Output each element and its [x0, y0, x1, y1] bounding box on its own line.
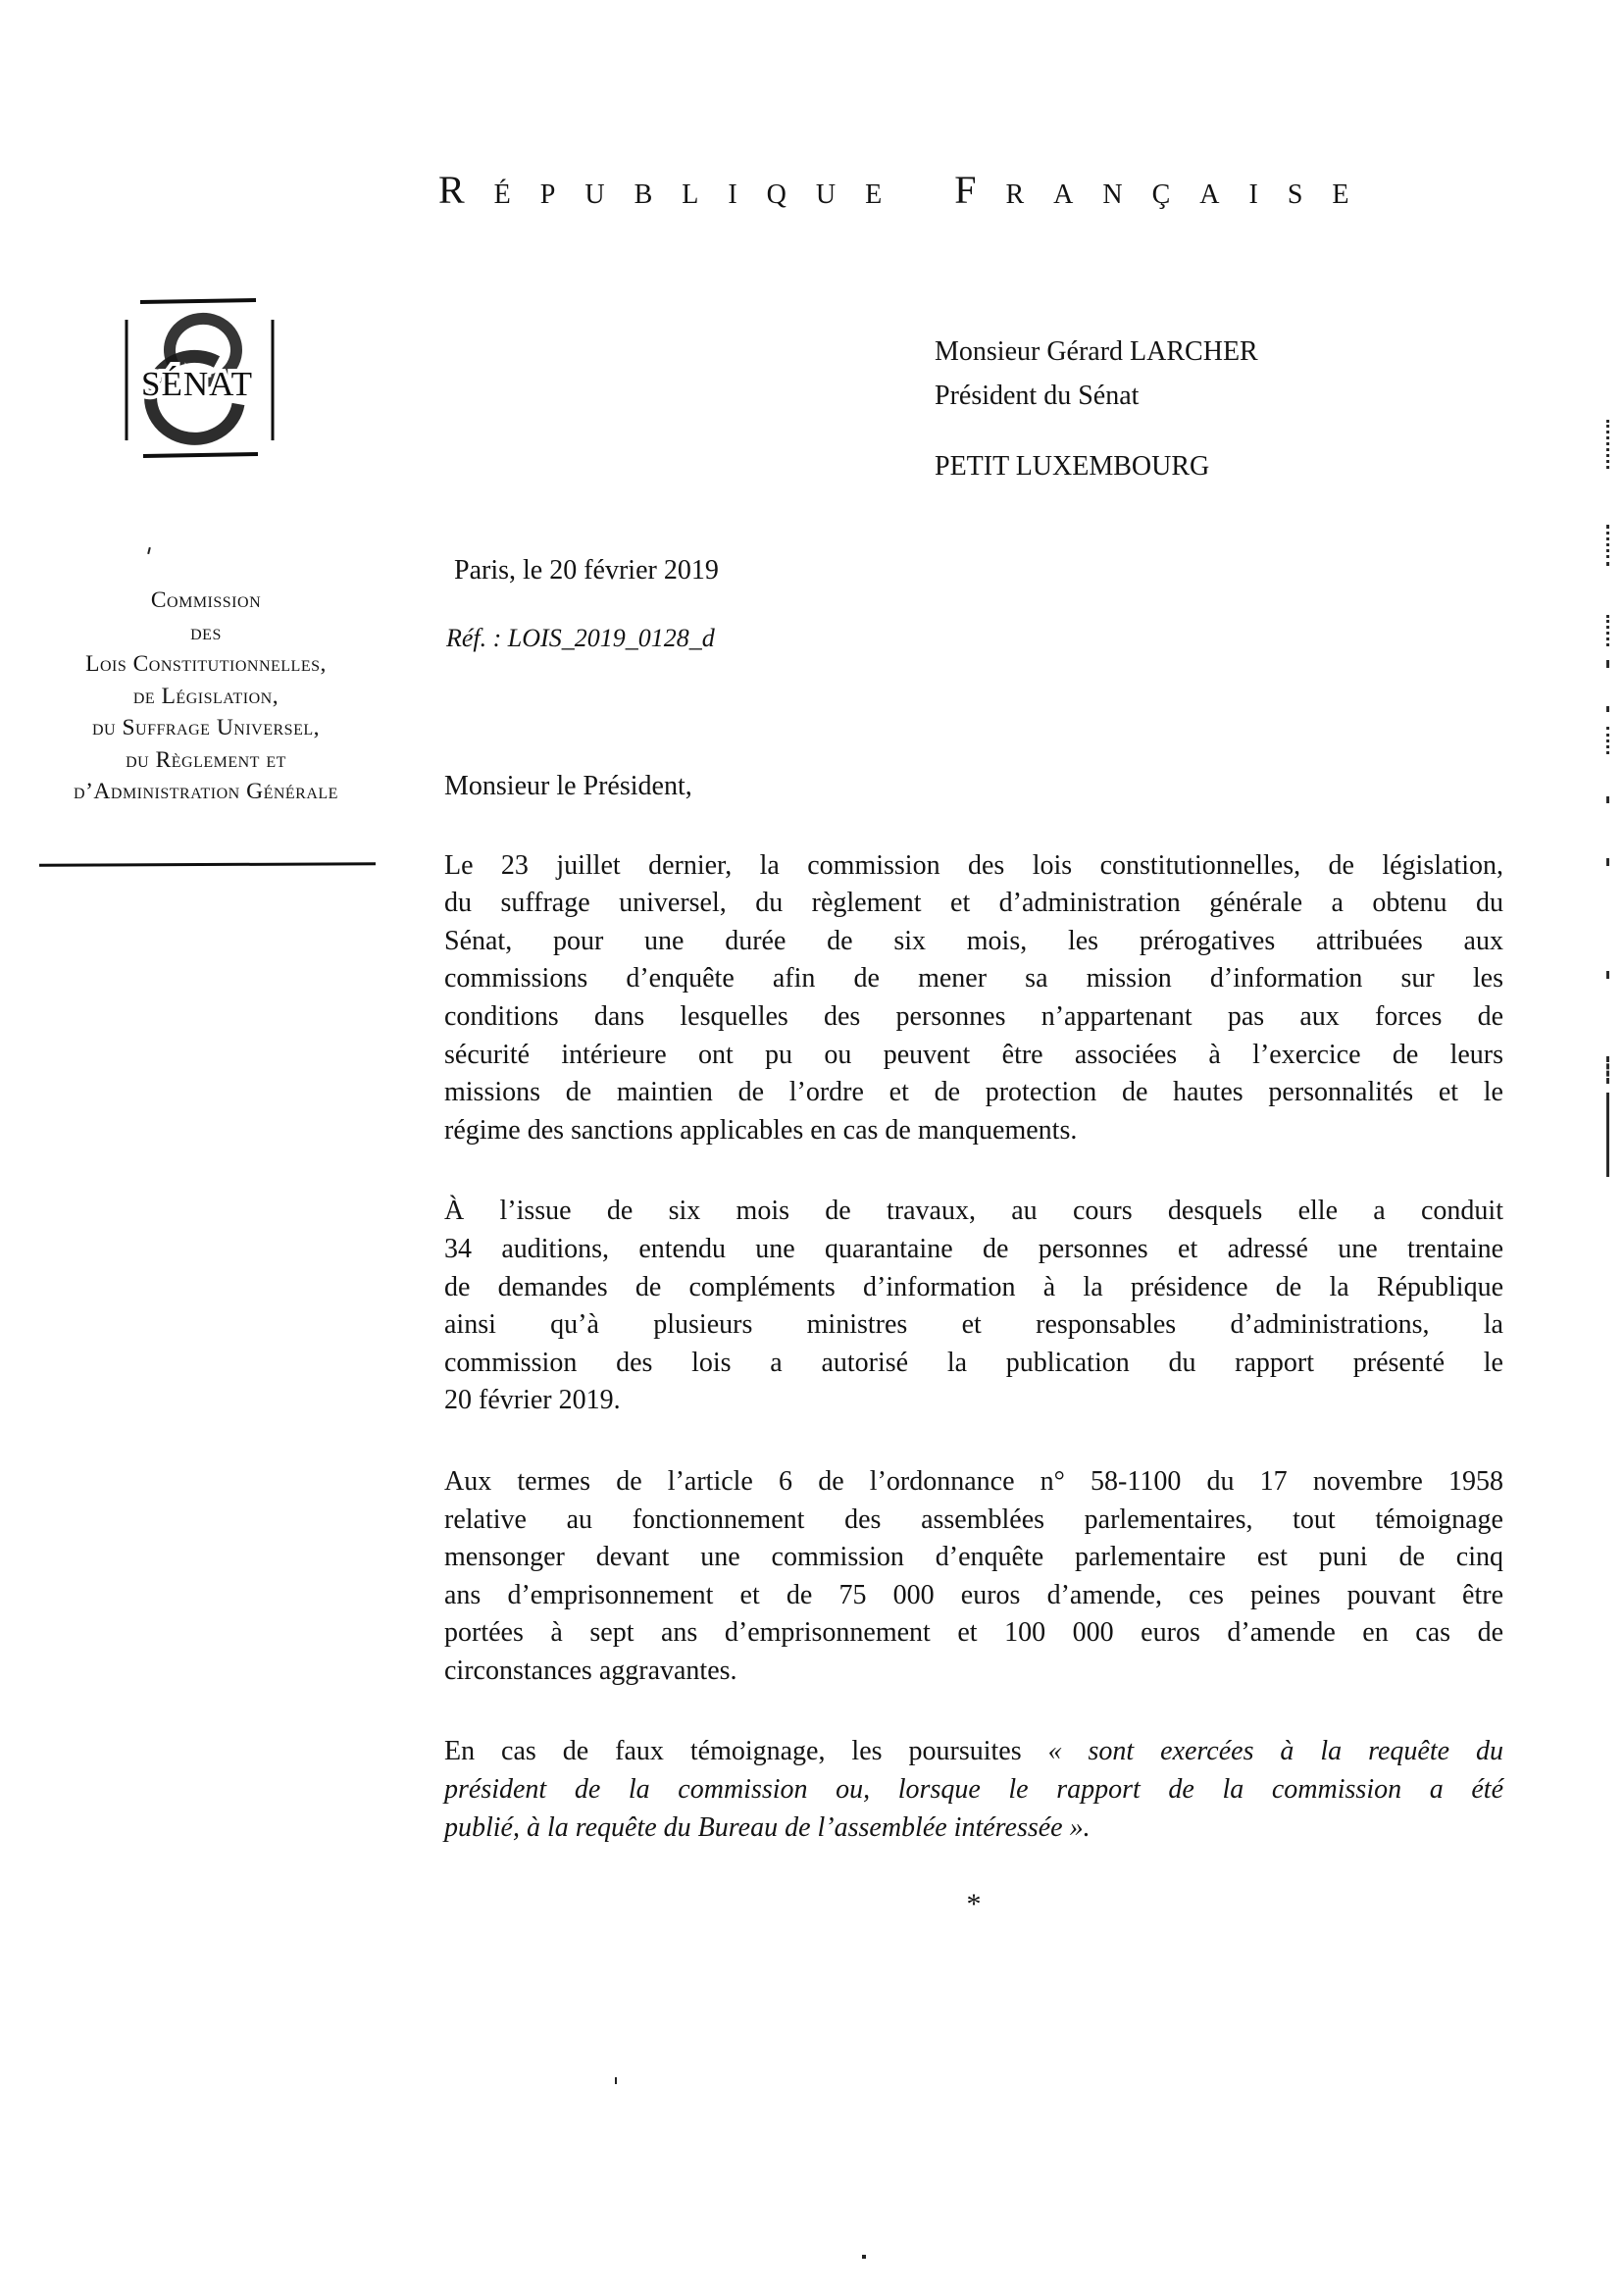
scan-artifact	[1606, 615, 1609, 646]
body-line: portées à sept ans d’emprisonnement et 100 000 euros d’amende en cas de	[444, 1617, 1503, 1649]
commission-block	[27, 585, 384, 808]
scan-artifact	[1606, 796, 1609, 803]
body-line: relative au fonctionnement des assemblées parlementaires, tout témoignage	[444, 1504, 1503, 1535]
header-word-republique: République	[438, 168, 912, 212]
addressee-place: PETIT LUXEMBOURG	[935, 451, 1210, 482]
body-line	[444, 1733, 1503, 1771]
body-line: conditions dans lesquelles des personnes n’appartenant pas aux forces de	[444, 1000, 1503, 1032]
republique-francaise-header	[438, 168, 1379, 212]
scan-speck	[862, 2255, 866, 2259]
body-line	[444, 1771, 1503, 1810]
addressee-title: Président du Sénat	[935, 381, 1140, 411]
scan-artifact	[1606, 1056, 1609, 1084]
paragraph-4	[444, 1733, 1503, 1847]
scan-artifact	[1606, 1093, 1609, 1177]
body-line: Aux termes de l’article 6 de l’ordonnance n° 58-1100 du 17 novembre 1958	[444, 1465, 1503, 1497]
separator-asterisk: *	[966, 1888, 982, 1921]
salutation: Monsieur le Président,	[444, 771, 692, 801]
header-word-francaise: Française	[954, 168, 1379, 212]
body-line: du suffrage universel, du règlement et d’administration générale a obtenu du	[444, 888, 1503, 919]
senat-logo	[111, 287, 276, 474]
body-line: mensonger devant une commission d’enquête parlementaire est puni de cinq	[444, 1542, 1503, 1573]
reference-line: Réf. : LOIS_2019_0128_d	[446, 624, 715, 652]
scan-speck	[615, 2077, 617, 2084]
body-line: de demandes de compléments d’information à la présidence de la République	[444, 1271, 1503, 1302]
quote-italic: publié, à la requête du Bureau de l’assemblée intéressée ».	[444, 1811, 1091, 1843]
body-line: 20 février 2019.	[444, 1385, 621, 1416]
paragraph-1	[444, 847, 1503, 1150]
scan-artifact	[1606, 420, 1609, 469]
quote-italic: président de la commission ou, lorsque le rapport de la commission a été	[444, 1774, 1503, 1806]
body-line: régime des sanctions applicables en cas de manquements.	[444, 1114, 1078, 1146]
scan-artifact	[1606, 706, 1609, 712]
body-line: Le 23 juillet dernier, la commission des lois constitutionnelles, de législation,	[444, 849, 1503, 881]
body-line: ainsi qu’à plusieurs ministres et responsables d’administrations, la	[444, 1309, 1503, 1341]
body-line: sécurité intérieure ont pu ou peuvent être associées à l’exercice de leurs	[444, 1039, 1503, 1070]
commission-line: Commission	[150, 587, 262, 613]
scan-speck	[147, 547, 151, 554]
body-line: Sénat, pour une durée de six mois, les prérogatives attribuées aux	[444, 925, 1503, 956]
body-line: commissions d’enquête afin de mener sa mission d’information sur les	[444, 963, 1503, 994]
commission-line: de Législation,	[132, 683, 279, 709]
senat-spiral-icon	[111, 287, 276, 474]
commission-divider	[39, 862, 376, 866]
commission-line: du Règlement et	[126, 746, 286, 773]
quote-lead: En cas de faux témoignage, les poursuites	[444, 1736, 1048, 1767]
paragraph-2	[444, 1193, 1503, 1420]
body-line: ans d’emprisonnement et de 75 000 euros d’amende, ces peines pouvant être	[444, 1579, 1503, 1610]
quote-italic: « sont exercées à la requête du	[1047, 1736, 1503, 1767]
scan-artifact	[1606, 971, 1609, 979]
body-line: 34 auditions, entendu une quarantaine de personnes et adressé une trentaine	[444, 1233, 1503, 1264]
body-line: commission des lois a autorisé la publication du rapport présenté le	[444, 1347, 1503, 1378]
svg-text:SÉNAT: SÉNAT	[141, 365, 253, 403]
scan-artifact	[1606, 660, 1609, 668]
scan-artifact	[1606, 858, 1609, 866]
body-line: À l’issue de six mois de travaux, au cours desquels elle a conduit	[444, 1196, 1503, 1227]
scan-artifact	[1606, 525, 1609, 566]
commission-line: d’Administration Générale	[74, 779, 338, 804]
addressee-block	[935, 330, 1258, 488]
letter-body	[444, 768, 1503, 1924]
dateline: Paris, le 20 février 2019	[454, 555, 719, 586]
body-line	[444, 1810, 1503, 1848]
scan-artifact	[1606, 727, 1609, 754]
commission-line: du Suffrage Universel,	[91, 715, 320, 740]
body-line: circonstances aggravantes.	[444, 1655, 737, 1686]
body-line: missions de maintien de l’ordre et de protection de hautes personnalités et le	[444, 1077, 1503, 1108]
paragraph-3	[444, 1463, 1503, 1691]
commission-line: Lois Constitutionnelles,	[85, 651, 327, 677]
commission-line: des	[190, 619, 222, 645]
addressee-name: Monsieur Gérard LARCHER	[935, 336, 1258, 367]
